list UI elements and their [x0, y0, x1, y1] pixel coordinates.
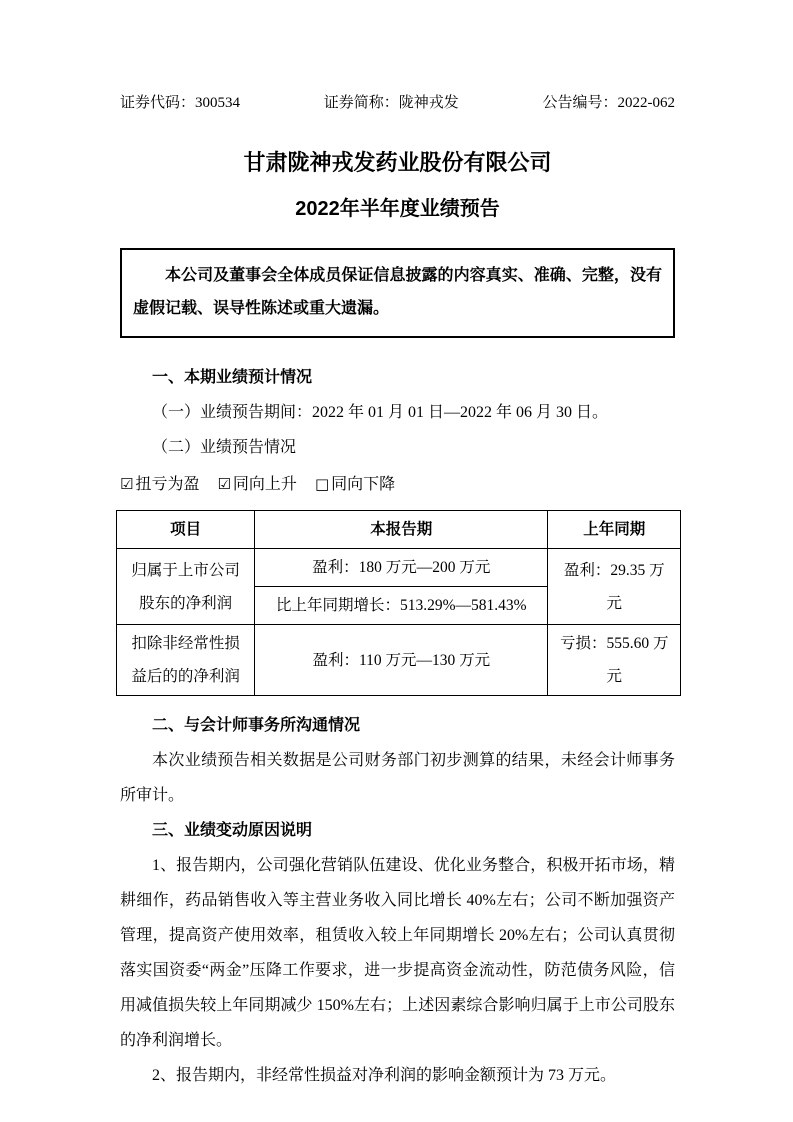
- doc-header: [120, 93, 675, 113]
- option-turnaround-label: 扭亏为盈: [135, 476, 200, 493]
- deducted-profit-current-cell: 盈利：110 万元—130 万元: [255, 625, 548, 696]
- checkbox-unchecked-icon: □: [314, 475, 330, 493]
- forecast-type-options: [120, 468, 675, 501]
- table-row: [117, 549, 681, 587]
- section3-paragraph-1: 1、报告期内，公司强化营销队伍建设、优化业务整合，积极开拓市场，精耕细作，药品销售收入等主营业务收入同比增长 40%左右；公司不断加强资产管理，提高资产使用效率，租赁收入较上年同期增长 20%左右；公司认真贯彻落实国资委“两金”压降工作要求，进一步提高资金流动性，防范债务风险，信用减值损失较上年同期减少 150%左右；上述因素综合影响归属于上市公司股东的净利润增长。: [120, 857, 675, 1049]
- option-same-direction-down: [315, 476, 395, 493]
- option-same-direction-up-label: 同向上升: [232, 476, 297, 493]
- section3-paragraph-2: 2、报告期内，非经常性损益对净利润的影响金额预计为 73 万元。: [152, 1067, 617, 1084]
- net-profit-prior-cell: 盈利：29.35 万元: [548, 549, 681, 625]
- report-title: 2022年半年度业绩预告: [295, 198, 500, 220]
- table-row: [117, 625, 681, 696]
- forecast-period-line: （一）业绩预告期间：2022 年 01 月 01 日—2022 年 06 月 30 日。: [152, 404, 609, 421]
- net-profit-item-cell: 归属于上市公司股东的净利润: [117, 549, 255, 625]
- header-current-period: 本报告期: [255, 511, 548, 549]
- disclaimer-box: [120, 248, 675, 338]
- option-same-direction-down-label: 同向下降: [331, 476, 396, 493]
- company-title: 甘肃陇神戎发药业股份有限公司: [243, 150, 552, 175]
- checkbox-checked-icon: ☑: [217, 475, 231, 493]
- header-prior-period: 上年同期: [548, 511, 681, 549]
- header-item: 项目: [117, 511, 255, 549]
- option-turnaround: [120, 476, 199, 493]
- section2-paragraph: 本次业绩预告相关数据是公司财务部门初步测算的结果，未经会计师事务所审计。: [120, 752, 675, 804]
- disclaimer-text: 本公司及董事会全体成员保证信息披露的内容真实、准确、完整，没有虚假记载、误导性陈述或重大遗漏。: [133, 267, 662, 317]
- deducted-profit-prior-cell: 亏损：555.60 万元: [548, 625, 681, 696]
- forecast-situation-line: （二）业绩预告情况: [152, 439, 297, 456]
- option-same-direction-up: [217, 476, 296, 493]
- stock-code: 证券代码：300534: [120, 95, 241, 111]
- section2-heading: 二、与会计师事务所沟通情况: [152, 717, 361, 734]
- section3-heading: 三、业绩变动原因说明: [152, 822, 313, 839]
- checkbox-checked-icon: ☑: [120, 475, 134, 493]
- stock-abbr: 证券简称：陇神戎发: [323, 95, 459, 111]
- section1-heading: 一、本期业绩预计情况: [152, 369, 313, 386]
- table-header-row: [117, 511, 681, 549]
- forecast-table: [116, 510, 681, 696]
- announcement-number: 公告编号：2022-062: [542, 95, 675, 111]
- net-profit-current-cell: 盈利：180 万元—200 万元: [255, 549, 548, 587]
- net-profit-growth-cell: 比上年同期增长：513.29%—581.43%: [255, 587, 548, 625]
- deducted-profit-item-cell: 扣除非经常性损益后的的净利润: [117, 625, 255, 696]
